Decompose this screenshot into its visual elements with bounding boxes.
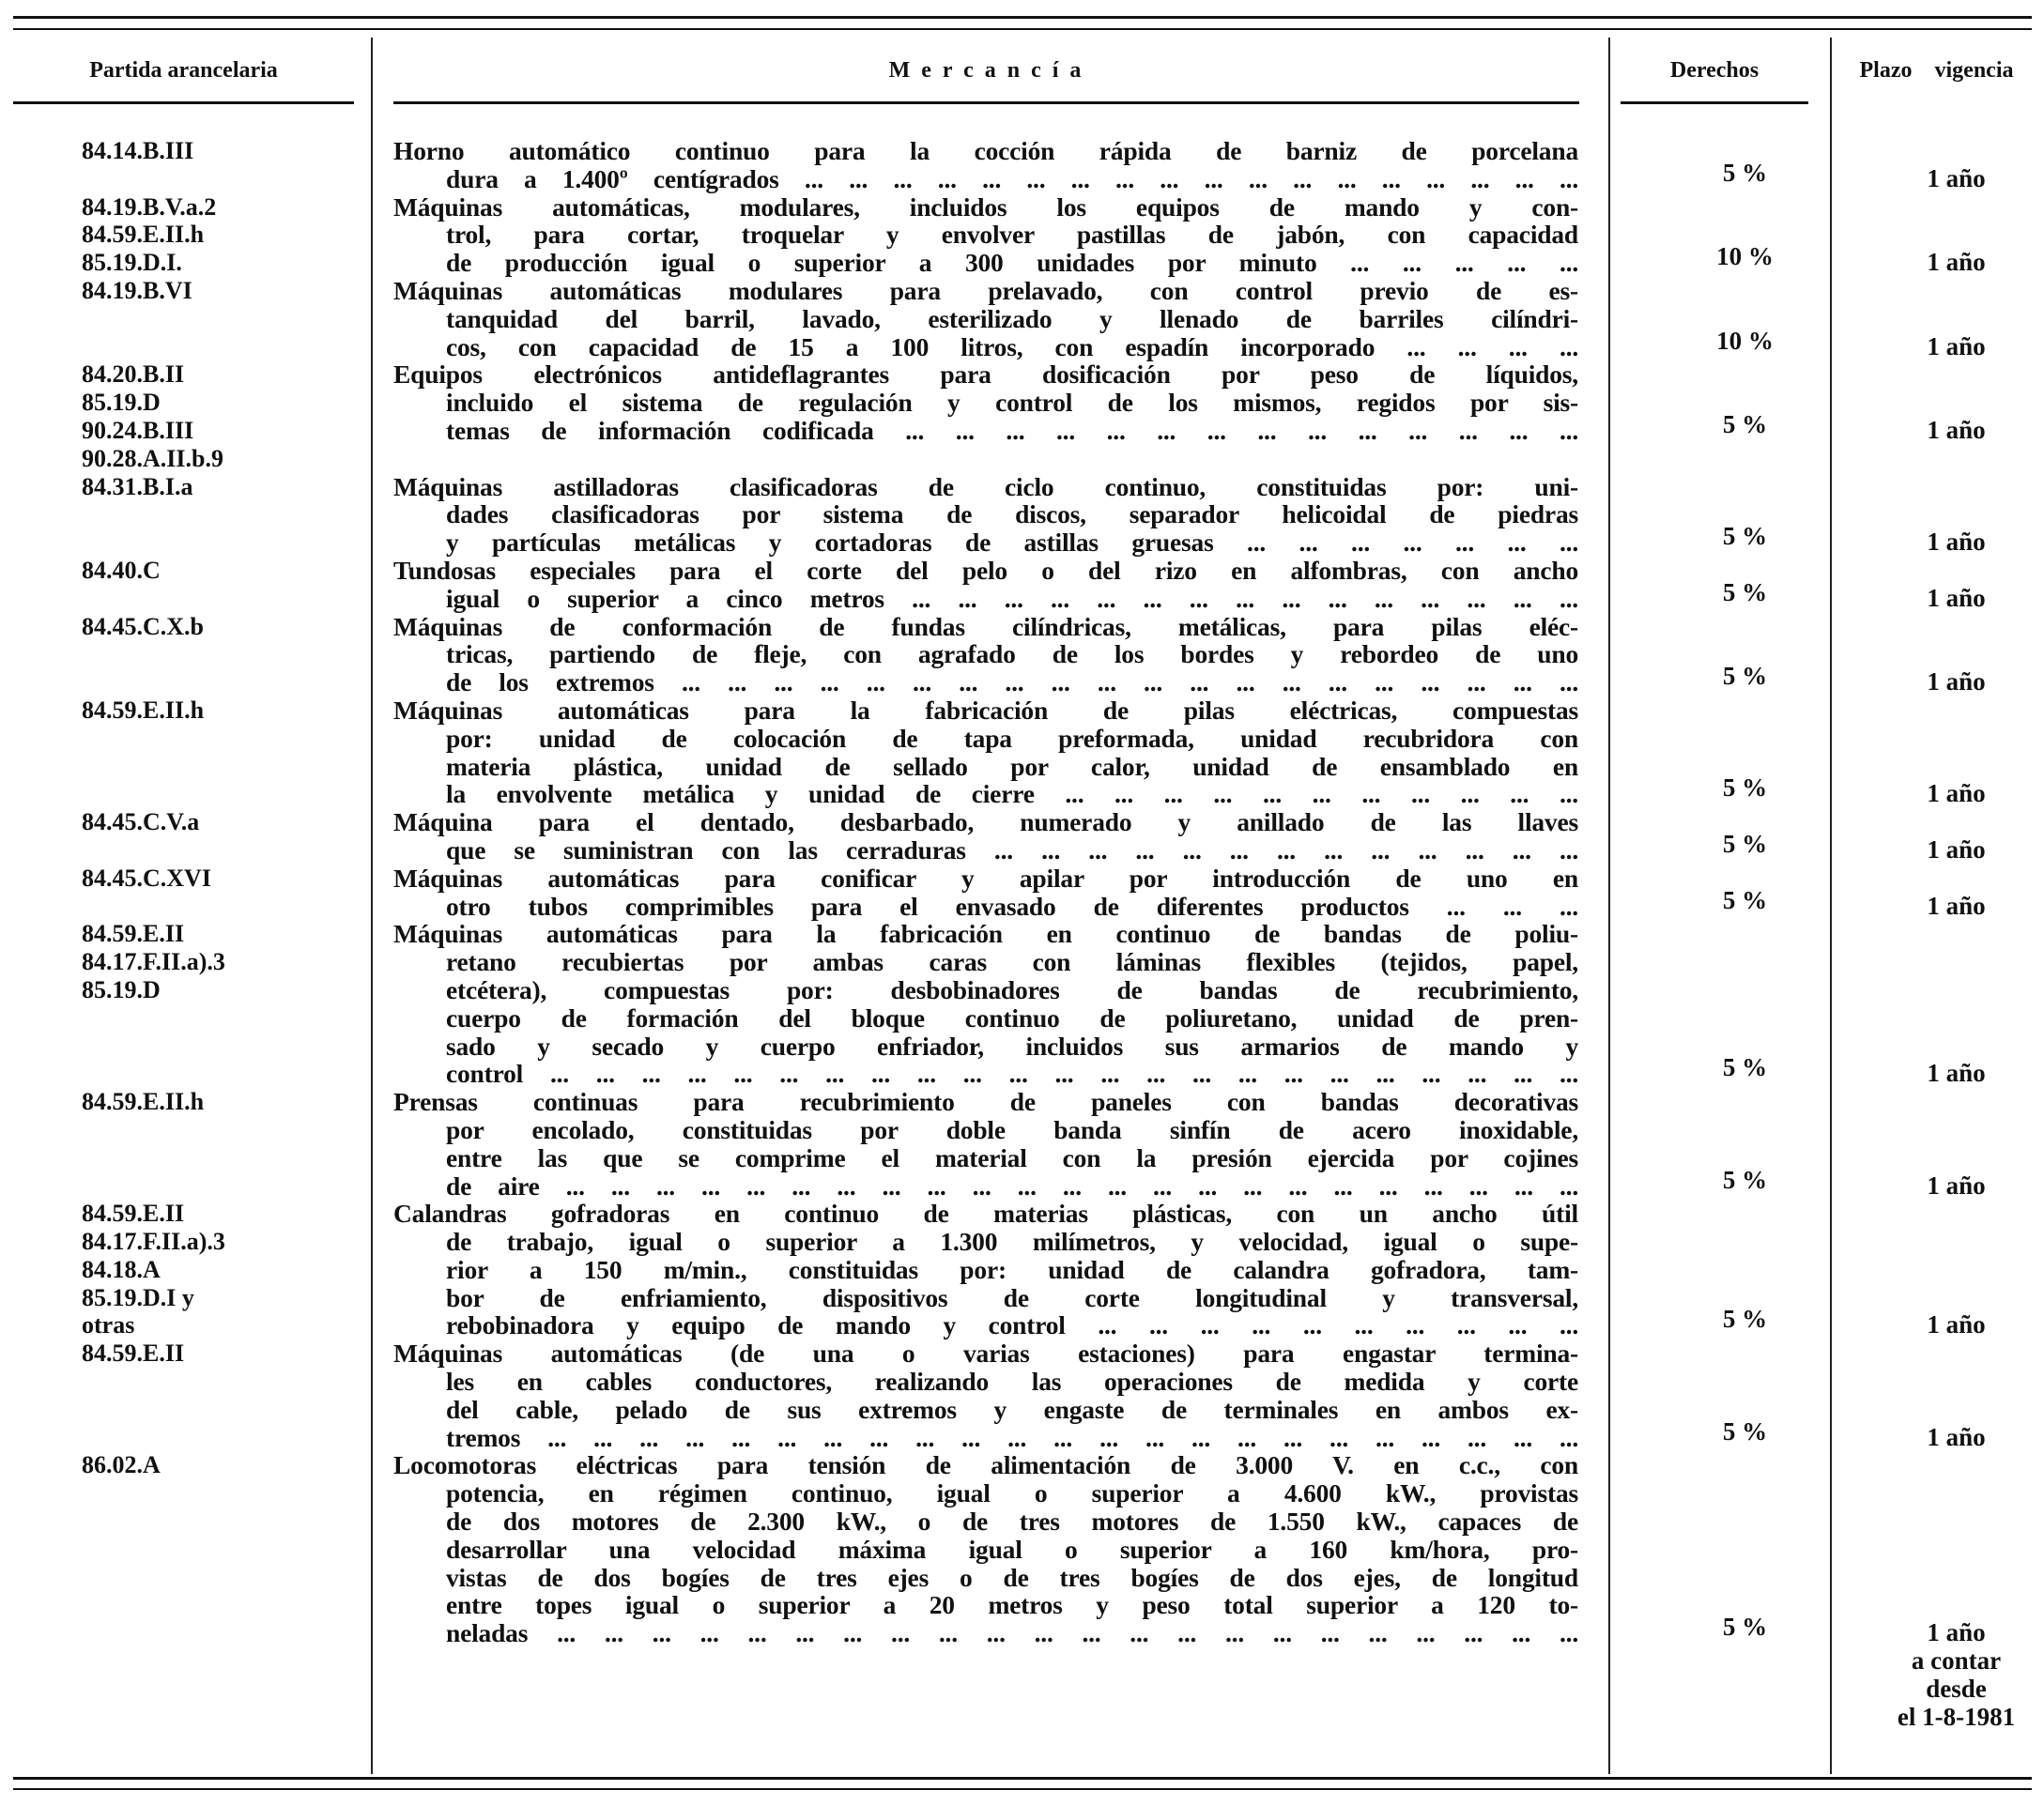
description-line: vistas de dos bogíes de tres ejes o de tres bogíes de dos ejes, de longitud [446, 1562, 1578, 1592]
description-line: temas de información codificada ... ... ... ... ... ... ... ... ... ... ... ... ... ... [446, 415, 1578, 445]
duty-rate: 10 % [1716, 326, 1774, 355]
description-line: Calandras gofradoras en continuo de materias plásticas, con un ancho útil [393, 1199, 1578, 1229]
description-line: por: unidad de colocación de tapa preformada, unidad recubridora con [446, 723, 1578, 753]
table-row [0, 1200, 2044, 1339]
description-line: Máquinas de conformación de fundas cilíndricas, metálicas, para pilas eléc- [393, 611, 1578, 641]
validity-line: 1 año [1927, 667, 1986, 696]
duty-rate: 5 % [1722, 1053, 1768, 1082]
header-partida: Partida arancelaria [89, 58, 278, 83]
tariff-code: 84.45.C.V.a [82, 808, 200, 836]
validity-period [1851, 249, 2044, 277]
duty-rate: 5 % [1722, 1305, 1768, 1334]
tariff-code: 84.45.C.X.b [82, 612, 205, 640]
tariff-codes [0, 137, 393, 193]
description-line: cuerpo de formación del bloque continuo de poliuretano, unidad de pren- [446, 1002, 1578, 1033]
table-row [0, 473, 2044, 557]
tariff-codes [0, 360, 393, 472]
tariff-code: 84.17.F.II.a).3 [82, 1228, 225, 1256]
tariff-code: 85.19.D [82, 389, 161, 417]
description-line: Máquinas automáticas modulares para prelavado, con control previo de es- [393, 275, 1578, 305]
tariff-code: 85.19.D.I y [82, 1283, 194, 1311]
validity-line: 1 año [1927, 834, 1986, 864]
description-line: de los extremos ... ... ... ... ... ... ... ... ... ... ... ... ... ... ... ... ... ... ... ... [446, 667, 1578, 697]
top-rule-1 [13, 16, 2032, 19]
spacer [1578, 360, 1621, 472]
header-underline [393, 101, 1579, 104]
tariff-codes [0, 1451, 393, 1731]
description-line: Máquinas automáticas para conificar y apilar por introducción de uno en [393, 863, 1578, 893]
tariff-code: 84.20.B.II [82, 360, 185, 389]
duty-rate: 5 % [1722, 577, 1768, 606]
validity-line: 1 año [1927, 1618, 1986, 1647]
description-line: Tundosas especiales para el corte del pelo o del rizo en alfombras, con ancho [393, 555, 1578, 585]
validity-period [1851, 585, 2044, 613]
table-row [0, 808, 2044, 865]
description-line: control ... ... ... ... ... ... ... ... ... ... ... ... ... ... ... ... ... ... ... ... ... ... ... [446, 1059, 1578, 1089]
description-line: por encolado, constituidas por doble banda sinfín de acero inoxidable, [446, 1114, 1578, 1144]
spacer [1578, 277, 1621, 360]
table-row [0, 696, 2044, 808]
validity-line: a contar [1911, 1646, 2002, 1676]
validity-line: 1 año [1927, 1171, 1986, 1200]
merchandise-description [393, 1339, 1578, 1451]
merchandise-description [393, 557, 1578, 613]
validity-line: 1 año [1927, 1059, 1986, 1088]
duty-rate: 5 % [1722, 522, 1768, 551]
validity-line: 1 año [1927, 163, 1986, 192]
tariff-codes [0, 557, 393, 613]
tariff-code: 84.45.C.XVI [82, 864, 211, 892]
spacer [1578, 473, 1621, 557]
validity-period [1851, 1424, 2044, 1452]
tariff-codes [0, 1088, 393, 1200]
description-line: materia plástica, unidad de sellado por calor, unidad de ensamblado en [446, 751, 1578, 781]
tariff-code: 90.28.A.II.b.9 [82, 444, 223, 472]
duty-rate: 5 % [1722, 1165, 1768, 1194]
tariff-code: 84.14.B.III [82, 137, 194, 164]
description-line: dades clasificadoras por sistema de discos, separador helicoidal de piedras [446, 499, 1578, 529]
merchandise-description [393, 1451, 1578, 1731]
spacer [1578, 193, 1621, 277]
merchandise-description [393, 920, 1578, 1088]
header-underline [13, 101, 354, 104]
tariff-code: 84.31.B.I.a [82, 472, 193, 500]
description-line: retano recubiertas por ambas caras con láminas flexibles (tejidos, papel, [446, 947, 1578, 977]
merchandise-description [393, 808, 1578, 865]
tariff-code: 85.19.D.I. [82, 249, 182, 277]
validity-line: 1 año [1927, 248, 1986, 277]
validity-line: 1 año [1927, 331, 1986, 360]
duty-rate: 5 % [1722, 885, 1768, 914]
description-line: desarrollar una velocidad máxima igual o superior a 160 km/hora, pro- [446, 1534, 1578, 1564]
description-line: Máquinas astilladoras clasificadoras de ciclo continuo, constituidas por: uni- [393, 471, 1578, 501]
description-line: Máquinas automáticas para la fabricación en continuo de bandas de poliu- [393, 919, 1578, 949]
tariff-code: 84.19.B.V.a.2 [82, 192, 217, 221]
validity-line: 1 año [1927, 891, 1986, 920]
table-row [0, 920, 2044, 1088]
table-row [0, 360, 2044, 472]
tariff-code: 84.17.F.II.a).3 [82, 948, 225, 976]
spacer [1578, 920, 1621, 1088]
validity-period [1851, 893, 2044, 921]
merchandise-description [393, 277, 1578, 360]
tariff-codes [0, 1200, 393, 1339]
tariff-code: otras [82, 1311, 135, 1339]
merchandise-description [393, 137, 1578, 193]
description-line: rebobinadora y equipo de mando y control ... ... ... ... ... ... ... ... ... ... [446, 1310, 1578, 1340]
spacer [1578, 1339, 1621, 1451]
tariff-code: 85.19.D [82, 975, 161, 1003]
description-line: sado y secado y cuerpo enfriador, incluidos sus armarios de mando y [446, 1031, 1578, 1061]
description-line: trol, para cortar, troquelar y envolver pastillas de jabón, con capacidad [446, 220, 1578, 250]
description-line: etcétera), compuestas por: desbobinadores de bandas de recubrimiento, [446, 974, 1578, 1004]
spacer [1578, 1088, 1621, 1200]
description-line: y partículas metálicas y cortadoras de astillas gruesas ... ... ... ... ... ... ... [446, 528, 1578, 558]
bottom-rule-1 [13, 1777, 2032, 1780]
description-line: de aire ... ... ... ... ... ... ... ... ... ... ... ... ... ... ... ... ... ... ... ... ... ... ... [446, 1171, 1578, 1201]
tariff-code: 84.59.E.II [82, 920, 185, 948]
description-line: Locomotoras eléctricas para tensión de alimentación de 3.000 V. en c.c., con [393, 1450, 1578, 1480]
tariff-code: 84.59.E.II.h [82, 221, 205, 249]
table-row [0, 865, 2044, 921]
tariff-codes [0, 1339, 393, 1451]
description-line: Prensas continuas para recubrimiento de paneles con bandas decorativas [393, 1087, 1578, 1117]
tariff-codes [0, 613, 393, 696]
table-row [0, 1451, 2044, 1731]
tariff-code: 84.59.E.II.h [82, 1088, 205, 1116]
description-line: Máquina para el dentado, desbarbado, numerado y anillado de las llaves [393, 807, 1578, 837]
validity-period [1851, 1619, 2044, 1731]
tariff-codes [0, 865, 393, 921]
spacer [1578, 137, 1621, 193]
validity-period [1851, 165, 2044, 193]
duty-rate: 5 % [1722, 662, 1768, 691]
description-line: de dos motores de 2.300 kW., o de tres motores de 1.550 kW., capaces de [446, 1507, 1578, 1537]
description-line: neladas ... ... ... ... ... ... ... ... ... ... ... ... ... ... ... ... ... ... ... ... ... ... [446, 1618, 1578, 1648]
bottom-rule-2 [13, 1788, 2032, 1790]
spacer [1578, 557, 1621, 613]
duty-rate: 5 % [1722, 158, 1768, 187]
duty-rate: 5 % [1722, 1416, 1768, 1446]
description-line: tricas, partiendo de fleje, con agrafado de los bordes y rebordeo de uno [446, 639, 1578, 669]
validity-period [1851, 836, 2044, 865]
table-row [0, 137, 2044, 193]
table-row [0, 557, 2044, 613]
validity-line: el 1-8-1981 [1897, 1702, 2016, 1731]
description-line: Equipos electrónicos antideflagrantes para dosificación por peso de líquidos, [393, 360, 1578, 390]
header-underline [1621, 101, 1808, 104]
description-line: de trabajo, igual o superior a 1.300 milímetros, y velocidad, igual o supe- [446, 1227, 1578, 1257]
description-line: del cable, pelado de sus extremos y engaste de terminales en ambos ex- [446, 1394, 1578, 1424]
validity-line: 1 año [1927, 1422, 1986, 1451]
validity-line: 1 año [1927, 779, 1986, 808]
merchandise-description [393, 193, 1578, 277]
table-row [0, 613, 2044, 696]
description-line: Máquinas automáticas, modulares, incluidos los equipos de mando y con- [393, 191, 1578, 222]
tariff-codes [0, 473, 393, 557]
tariff-codes [0, 808, 393, 865]
validity-period [1851, 1311, 2044, 1339]
validity-period [1851, 417, 2044, 473]
validity-line: 1 año [1927, 583, 1986, 612]
description-line: bor de enfriamiento, dispositivos de corte longitudinal y transversal, [446, 1282, 1578, 1312]
description-line: tanquidad del barril, lavado, esterilizado y llenado de barriles cilíndri- [446, 303, 1578, 333]
merchandise-description [393, 360, 1578, 472]
validity-line: 1 año [1927, 528, 1986, 557]
table-row [0, 193, 2044, 277]
header-mercancia: M e r c a n c í a [888, 58, 1084, 83]
description-line: que se suministran con las cerraduras ... ... ... ... ... ... ... ... ... ... ... ... ... [446, 834, 1578, 865]
tariff-codes [0, 696, 393, 808]
spacer [1578, 613, 1621, 696]
spacer [1578, 1451, 1621, 1731]
tariff-code: 90.24.B.III [82, 416, 194, 444]
description-line: Máquinas automáticas para la fabricación de pilas eléctricas, compuestas [393, 695, 1578, 725]
tariff-table-body [0, 137, 2044, 1731]
validity-period [1851, 780, 2044, 808]
top-rule-2 [13, 28, 2032, 30]
tariff-code: 84.18.A [82, 1255, 161, 1283]
description-line: Horno automático continuo para la cocción rápida de barniz de porcelana [393, 136, 1578, 165]
merchandise-description [393, 696, 1578, 808]
duty-rate: 10 % [1716, 242, 1774, 271]
description-line: les en cables conductores, realizando las operaciones de medida y corte [446, 1367, 1578, 1397]
tariff-codes [0, 277, 393, 360]
merchandise-description [393, 613, 1578, 696]
spacer [1578, 865, 1621, 921]
validity-period [1851, 1060, 2044, 1088]
validity-period [1851, 1172, 2044, 1201]
description-line: cos, con capacidad de 15 a 100 litros, con espadín incorporado ... ... ... ... [446, 331, 1578, 361]
merchandise-description [393, 1200, 1578, 1339]
tariff-code: 86.02.A [82, 1451, 161, 1479]
description-line: entre las que se comprime el material con la presión ejercida por cojines [446, 1142, 1578, 1172]
validity-period [1851, 668, 2044, 696]
tariff-code: 84.59.E.II [82, 1339, 185, 1368]
duty-rate: 5 % [1722, 409, 1768, 438]
description-line: rior a 150 m/min., constituidas por: unidad de calandra gofradora, tam- [446, 1254, 1578, 1284]
table-row [0, 1339, 2044, 1451]
spacer [1578, 696, 1621, 808]
description-line: de producción igual o superior a 300 unidades por minuto ... ... ... ... ... [446, 248, 1578, 278]
header-derechos: Derechos [1669, 58, 1760, 83]
description-line: la envolvente metálica y unidad de cierre ... ... ... ... ... ... ... ... ... ... ... [446, 779, 1578, 809]
validity-period [1851, 333, 2044, 361]
validity-line: desde [1926, 1674, 1987, 1703]
description-line: igual o superior a cinco metros ... ... ... ... ... ... ... ... ... ... ... ... ... ... ... [446, 583, 1578, 613]
description-line: dura a 1.400º centígrados ... ... ... ... ... ... ... ... ... ... ... ... ... ... ... ... ... ... [446, 163, 1578, 193]
table-row [0, 1088, 2044, 1200]
duty-rate: 5 % [1722, 773, 1768, 803]
merchandise-description [393, 473, 1578, 557]
description-line: entre topes igual o superior a 20 metros y peso total superior a 120 to- [446, 1590, 1578, 1620]
merchandise-description [393, 865, 1578, 921]
description-line: otro tubos comprimibles para el envasado de diferentes productos ... ... ... [446, 891, 1578, 921]
validity-line: 1 año [1927, 415, 1986, 444]
tariff-codes [0, 920, 393, 1088]
merchandise-description [393, 1088, 1578, 1200]
table-row [0, 277, 2044, 360]
description-line: potencia, en régimen continuo, igual o superior a 4.600 kW., provistas [446, 1478, 1578, 1508]
spacer [1578, 1200, 1621, 1339]
description-line: Máquinas automáticas (de una o varias estaciones) para engastar termina- [393, 1339, 1578, 1369]
tariff-code: 84.40.C [82, 556, 161, 584]
spacer [1578, 808, 1621, 865]
tariff-code: 84.59.E.II.h [82, 696, 205, 724]
tariff-code: 84.19.B.VI [82, 276, 192, 304]
tariff-code: 84.59.E.II [82, 1200, 185, 1228]
description-line: incluido el sistema de regulación y control de los mismos, regidos por sis- [446, 388, 1578, 418]
validity-line: 1 año [1927, 1310, 1986, 1339]
description-line: tremos ... ... ... ... ... ... ... ... ... ... ... ... ... ... ... ... ... ... ... ... ... ... ... [446, 1422, 1578, 1452]
tariff-codes [0, 193, 393, 277]
duty-rate: 5 % [1722, 829, 1768, 858]
duty-rate: 5 % [1722, 1613, 1768, 1642]
validity-period [1851, 528, 2044, 557]
header-plazo: Plazo vigencia [1859, 58, 2014, 83]
